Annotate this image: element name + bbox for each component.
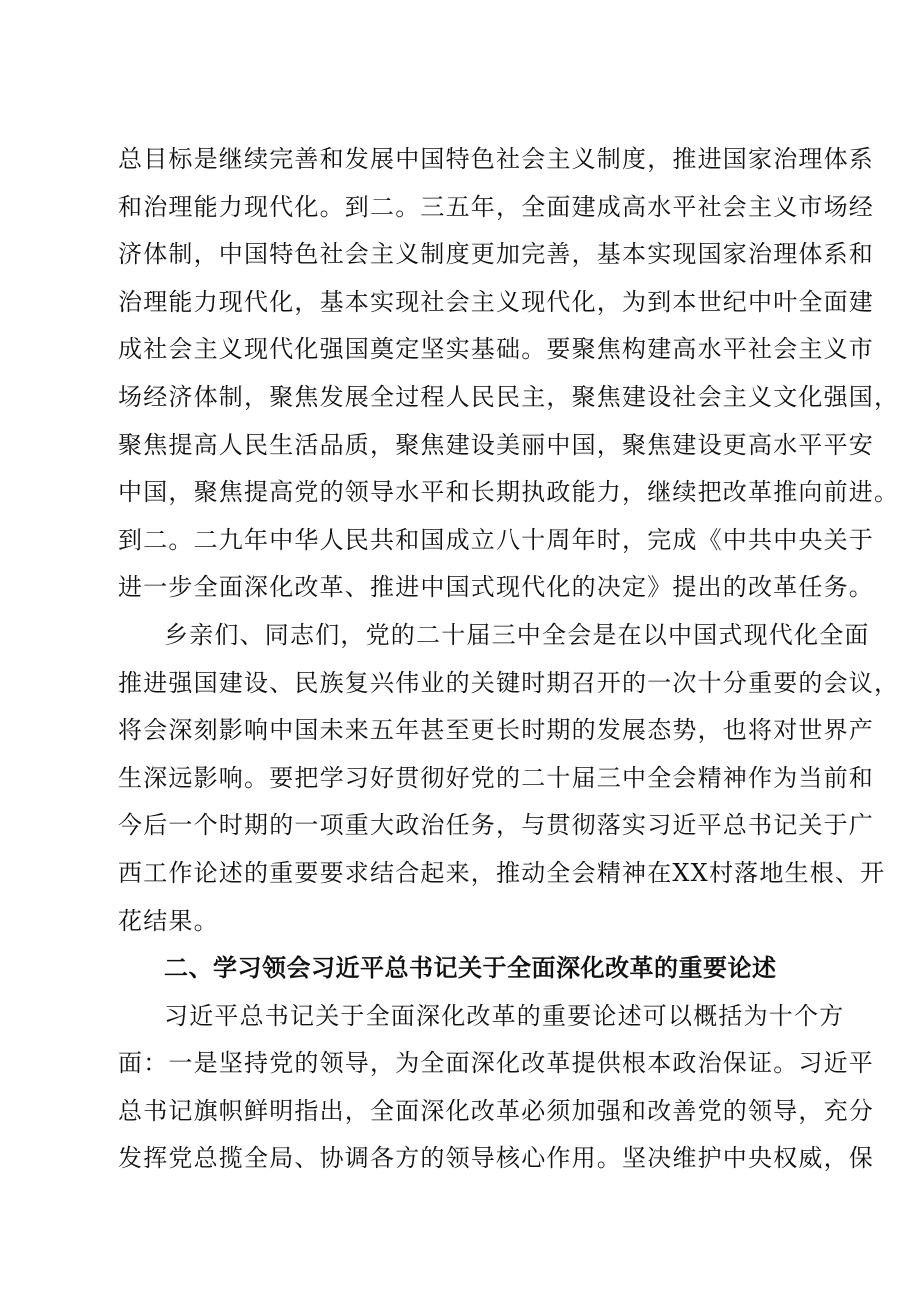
text-line: 总书记旗帜鲜明指出，全面深化改革必须加强和改善党的领导，充分 — [118, 1096, 874, 1125]
text-line: 今后一个时期的一项重大政治任务，与贯彻落实习近平总书记关于广 — [118, 811, 874, 840]
text-line: 花结果。 — [118, 906, 219, 935]
text-line: 乡亲们、同志们，党的二十届三中全会是在以中国式现代化全面 — [164, 620, 870, 649]
text-line: 将会深刻影响中国未来五年甚至更长时期的发展态势，也将对世界产 — [118, 716, 874, 745]
text-line: 聚焦提高人民生活品质，聚焦建设美丽中国，聚焦建设更高水平平安 — [118, 430, 874, 459]
text-line: 发挥党总揽全局、协调各方的领导核心作用。坚决维护中央权威，保 — [118, 1144, 874, 1173]
text-line: 中国，聚焦提高党的领导水平和长期执政能力，继续把改革推向前进。 — [118, 478, 900, 507]
text-line: 成社会主义现代化强国奠定坚实基础。要聚焦构建高水平社会主义市 — [118, 335, 874, 364]
text-line: 济体制，中国特色社会主义制度更加完善，基本实现国家治理体系和 — [118, 240, 874, 269]
text-line: 到二。二九年中华人民共和国成立八十周年时，完成《中共中央关于 — [118, 525, 874, 554]
text-line: 场经济体制，聚焦发展全过程人民民主，聚焦建设社会主义文化强国， — [118, 382, 900, 411]
text-line: 进一步全面深化改革、推进中国式现代化的决定》提出的改革任务。 — [118, 573, 874, 602]
text-line: 总目标是继续完善和发展中国特色社会主义制度，推进国家治理体系 — [118, 145, 874, 173]
paragraph-goal — [118, 136, 900, 612]
text-line: 推进强国建设、民族复兴伟业的关键时期召开的一次十分重要的会议， — [118, 668, 900, 697]
text-line: 习近平总书记关于全面深化改革的重要论述可以概括为十个方 — [164, 1001, 845, 1030]
paragraph-plenum — [118, 612, 900, 945]
text-line: 治理能力现代化，基本实现社会主义现代化，为到本世纪中叶全面建 — [118, 287, 874, 316]
text-line: 面：一是坚持党的领导，为全面深化改革提供根本政治保证。习近平 — [118, 1049, 874, 1078]
text-line: 生深远影响。要把学习好贯彻好党的二十届三中全会精神作为当前和 — [118, 763, 874, 792]
section-heading: 二、学习领会习近平总书记关于全面深化改革的重要论述 — [164, 954, 777, 983]
text-line: 西工作论述的重要要求结合起来，推动全会精神在XX村落地生根、开 — [118, 858, 886, 887]
paragraph-reform — [118, 993, 874, 1183]
document-body — [118, 136, 900, 1183]
text-line: 和治理能力现代化。到二。三五年，全面建成高水平社会主义市场经 — [118, 192, 874, 221]
